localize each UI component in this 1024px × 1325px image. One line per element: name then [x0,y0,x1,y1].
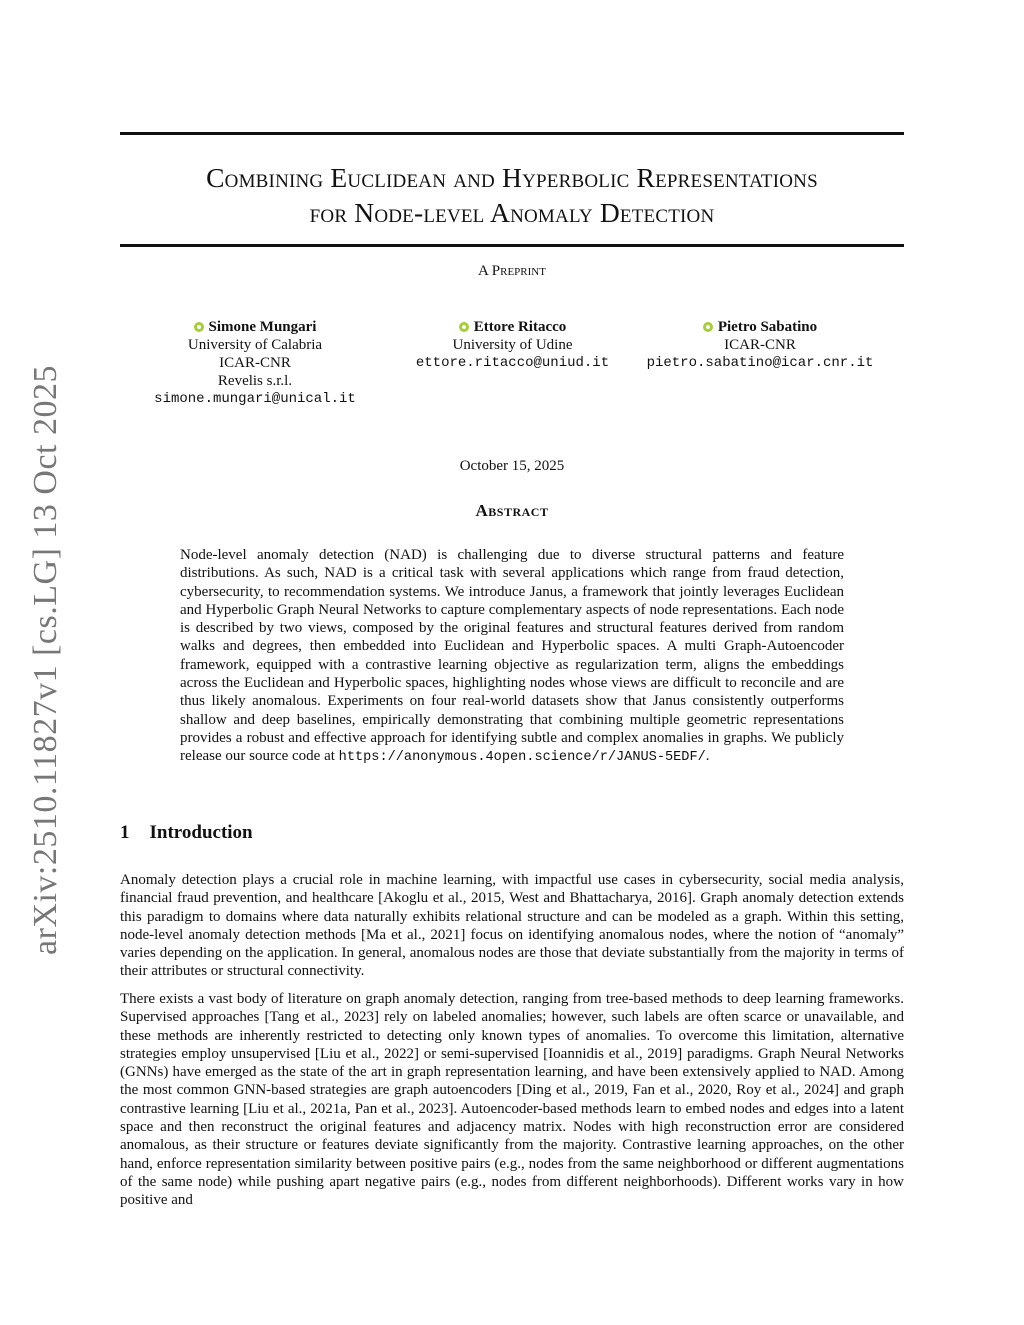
publication-date: October 15, 2025 [459,458,565,474]
abstract-heading: Abstract [475,501,549,520]
section-heading [120,822,253,844]
author-block-3 [630,318,890,372]
author-name: Ettore Ritacco [385,318,640,336]
author-email[interactable]: simone.mungari@unical.it [154,391,356,407]
author-name: Simone Mungari [140,318,370,336]
paper-title [120,160,904,230]
author-affiliation: University of Udine [452,337,573,353]
author-block-1 [140,318,370,408]
abstract-text: Node-level anomaly detection (NAD) is challenging due to diverse structural patterns and feature distributions. As such, NAD is a critical task with several applications which range from fraud detection, cybersecurity, to recommendation systems. We introduce Janus, a framework that jointly leverages Euclidean and Hyperbolic Graph Neural Networks to capture complementary aspects of node representations. Each node is described by two views, composed by the original features and structural features derived from random walks and degrees, then embedded into Euclidean and Hyperbolic spaces. A multi Graph-Autoencoder framework, equipped with a contrastive learning objective as regularization term, aligns the embeddings across the Euclidean and Hyperbolic spaces, highlighting nodes whose views are difficult to reconcile and are thus likely anomalous. Experiments on four real-world datasets show that Janus consistently outperforms shallow and deep baselines, empirically demonstrating that combining multiple geometric representations provides a robust and effective approach for identifying subtle and complex anomalies in graphs. We publicly release our source code at https://anonymous.4open.science/r/JANUS-5EDF/. [180,547,844,766]
author-affiliation: Revelis s.r.l. [217,373,293,389]
title-top-rule [120,132,904,135]
orcid-icon[interactable] [194,322,204,332]
arxiv-identifier: arXiv:2510.11827v1 [cs.LG] 13 Oct 2025 [27,365,64,955]
intro-paragraph-2: There exists a vast body of literature on graph anomaly detection, ranging from tree-based methods to deep learning frameworks. Supervised approaches [Tang et al., 2023] rely on labeled anomalies; however, such labels are often scarce or unavailable, and these methods are inherently restricted to detecting only known types of anomalies. To overcome this limitation, alternative strategies employ unsupervised [Liu et al., 2022] or semi-supervised [Ioannidis et al., 2019] paradigms. Graph Neural Networks (GNNs) have emerged as the state of the art in graph representation learning, and have been extensively applied to NAD. Among the most common GNN-based strategies are graph autoencoders [Ding et al., 2019, Fan et al., 2020, Roy et al., 2024] and graph contrastive learning [Liu et al., 2021a, Pan et al., 2023]. Autoencoder-based methods learn to embed nodes and edges into a latent space and then reconstruct the original features and adjacency matrix. Nodes with high reconstruction error are considered anomalous, as their structure or features deviate significantly from the majority. Contrastive learning approaches, on the other hand, enforce representation similarity between positive pairs (e.g., nodes from the same neighborhood or different augmentations of the same node) while pushing apart negative pairs (e.g., nodes from different neighborhoods). Different works vary in how positive and [120,991,904,1209]
author-affiliation: ICAR-CNR [219,355,291,371]
author-email[interactable]: ettore.ritacco@uniud.it [415,355,610,371]
title-line-1: Combining Euclidean and Hyperbolic Representations [206,162,818,193]
source-code-link[interactable]: https://anonymous.4open.science/r/JANUS-5EDF/ [338,750,706,766]
preprint-label: A Preprint [478,263,546,279]
title-line-2: for Node-level Anomaly Detection [309,197,715,228]
section-number: 1 [120,822,130,843]
orcid-icon[interactable] [459,322,469,332]
author-block-2 [385,318,640,372]
intro-paragraph-1: Anomaly detection plays a crucial role in machine learning, with impactful use cases in cybersecurity, social media analysis, financial fraud prevention, and healthcare [Akoglu et al., 2015, West and Bhattacharya, 2016]. Graph anomaly detection extends this paradigm to domains where data naturally exhibits relational structure and can be modeled as a graph. Within this setting, node-level anomaly detection methods [Ma et al., 2021] focus on identifying anomalous nodes, where the notion of “anomaly” varies depending on the application. In general, anomalous nodes are those that deviate substantially from the majority in terms of their attributes or structural connectivity. [120,872,904,980]
author-email[interactable]: pietro.sabatino@icar.cnr.it [646,355,874,371]
title-bottom-rule [120,244,904,247]
orcid-icon[interactable] [703,322,713,332]
author-name: Pietro Sabatino [630,318,890,336]
section-title: Introduction [149,822,253,843]
author-affiliation: University of Calabria [187,337,323,353]
author-affiliation: ICAR-CNR [724,337,796,353]
